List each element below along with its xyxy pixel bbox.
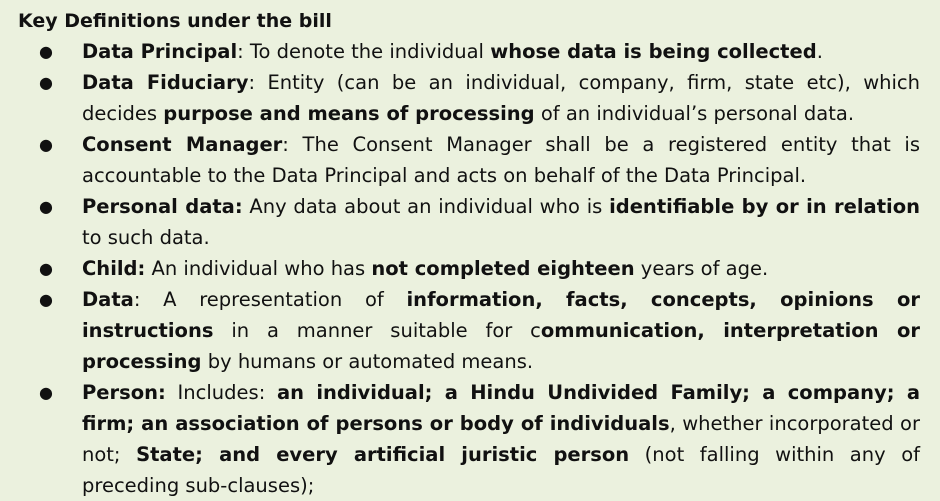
definition-emphasis-text: Data <box>82 288 134 311</box>
definition-text: : To denote the individual <box>237 40 491 63</box>
definition-text: years of age. <box>634 257 769 280</box>
definition-emphasis-text: Data Fiduciary <box>82 71 249 94</box>
definition-item-data-principal <box>18 36 922 67</box>
section-heading: Key Definitions under the bill <box>18 10 332 32</box>
bullet-icon: ● <box>39 290 53 309</box>
definition-emphasis-text: State; and every artificial juristic person <box>136 443 630 466</box>
definition-emphasis-text: information, facts, concepts, opinions or instructions <box>82 288 920 342</box>
definition-emphasis-text: Data Principal <box>82 40 238 63</box>
definition-item-consent-manager <box>18 129 922 191</box>
definition-text: to such data. <box>82 226 210 249</box>
bullet-icon: ● <box>39 197 53 216</box>
definition-emphasis-text: Child: <box>82 257 146 280</box>
definition-text: . <box>816 40 823 63</box>
definition-emphasis-text: identifiable by or in relation <box>609 195 920 218</box>
definition-text: in a manner suitable for c <box>213 319 541 342</box>
definition-emphasis-text: not completed eighteen <box>371 257 635 280</box>
definition-text: : A representation of <box>133 288 407 311</box>
bullet-icon: ● <box>39 259 53 278</box>
definition-text: : The Consent Manager shall be a registered entity that is accountable to the Data Principal and acts on behalf of the Data Principal. <box>82 133 920 187</box>
definition-item-personal-data <box>18 191 922 253</box>
definition-item-person <box>18 377 922 501</box>
bullet-icon: ● <box>39 42 53 61</box>
bullet-icon: ● <box>39 383 53 402</box>
bullet-icon: ● <box>39 135 53 154</box>
definition-text: Includes: <box>165 381 277 404</box>
definition-item-data <box>18 284 922 377</box>
definition-item-child <box>18 253 922 284</box>
definition-text: Any data about an individual who is <box>242 195 610 218</box>
definition-text: by humans or automated means. <box>201 350 534 373</box>
definition-text: (not falling within any of preceding sub-clauses); <box>82 443 920 497</box>
definition-emphasis-text: whose data is being collected <box>490 40 817 63</box>
definition-emphasis-text: an individual; a Hindu Undivided Family; a company; a firm; an association of persons or body of individuals <box>82 381 921 435</box>
definition-text: of an individual’s personal data. <box>534 102 855 125</box>
definition-emphasis-text: Person: <box>82 381 166 404</box>
definitions-list <box>18 36 922 501</box>
definition-emphasis-text: purpose and means of processing <box>163 102 535 125</box>
bullet-icon: ● <box>39 73 53 92</box>
definition-emphasis-text: ommunication, interpretation or processing <box>82 319 920 373</box>
definition-emphasis-text: Personal data: <box>82 195 243 218</box>
definition-text: , whether incorporated or not; <box>82 412 921 466</box>
definition-text: An individual who has <box>145 257 372 280</box>
definition-emphasis-text: Consent Manager <box>82 133 283 156</box>
definition-item-data-fiduciary <box>18 67 922 129</box>
definition-text: : Entity (can be an individual, company, firm, state etc), which decides <box>82 71 920 125</box>
